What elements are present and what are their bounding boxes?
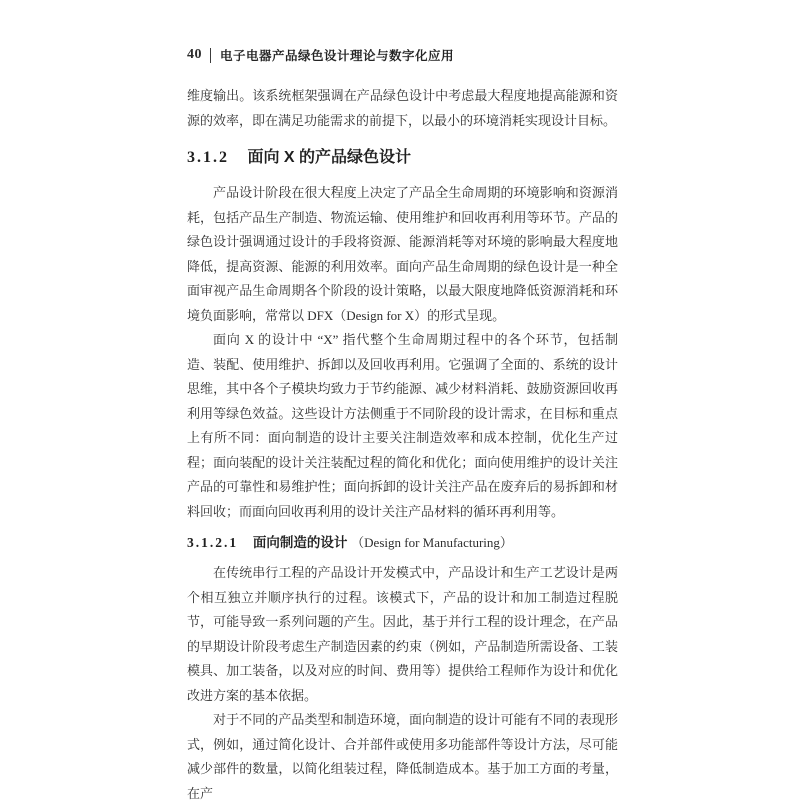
section-heading	[187, 146, 618, 170]
intro-paragraph: 维度输出。该系统框架强调在产品绿色设计中考虑最大程度地提高能源和资源的效率，即在满足功能需求的前提下，以最小的环境消耗实现设计目标。	[187, 88, 618, 128]
section-paragraph-1: 产品设计阶段在很大程度上决定了产品全生命周期的环境影响和资源消耗，包括产品生产制造、物流运输、使用维护和回收再利用等环节。产品的绿色设计强调通过设计的手段将资源、能源消耗等对环境的影响最大程度地降低，提高资源、能源的利用效率。面向产品生命周期的绿色设计是一种全面审视产品生命周期各个阶段的设计策略，以最大限度地降低资源消耗和环境负面影响，常常以 DFX（Design for X）的形式呈现。	[187, 185, 618, 323]
book-title: 电子电器产品绿色设计理论与数字化应用	[220, 49, 455, 63]
subsection-paragraph-2: 对于不同的产品类型和制造环境，面向制造的设计可能有不同的表现形式，例如，通过简化设计、合并部件或使用多功能部件等设计方法，尽可能减少部件的数量，以简化组装过程，降低制造成本。基于加工方面的考量，在产	[187, 712, 618, 800]
section-number: 3.1.2	[187, 149, 229, 166]
subsection-title: 面向制造的设计	[252, 535, 348, 550]
page-content	[187, 46, 618, 800]
page-number: 40	[187, 47, 202, 62]
section-title: 面向 X 的产品绿色设计	[247, 149, 412, 166]
running-head	[187, 46, 618, 64]
subsection-number: 3.1.2.1	[187, 535, 239, 550]
section-paragraph-2: 面向 X 的设计中 “X” 指代整个生命周期过程中的各个环节，包括制造、装配、使用维护、拆卸以及回收再利用。它强调了全面的、系统的设计思维，其中各个子模块均致力于节约能源、减少材料消耗、鼓励资源回收再利用等绿色效益。这些设计方法侧重于不同阶段的设计需求，在目标和重点上有所不同：面向制造的设计主要关注制造效率和成本控制，优化生产过程；面向装配的设计关注装配过程的简化和优化；面向使用维护的设计关注产品的可靠性和易维护性；面向拆卸的设计关注产品在废弃后的易拆卸和材料回收；而面向回收再利用的设计关注产品材料的循环再利用等。	[187, 332, 618, 519]
subsection-heading	[187, 531, 618, 555]
subsection-paragraph-1: 在传统串行工程的产品设计开发模式中，产品设计和生产工艺设计是两个相互独立并顺序执行的过程。该模式下，产品的设计和加工制造过程脱节，可能导致一系列问题的产生。因此，基于并行工程的设计理念，在产品的早期设计阶段考虑生产制造因素的约束（例如，产品制造所需设备、工装模具、加工装备，以及对应的时间、费用等）提供给工程师作为设计和优化改进方案的基本依据。	[187, 565, 618, 703]
header-divider-rule	[210, 48, 211, 63]
subsection-english-title: （Design for Manufacturing）	[351, 535, 513, 550]
